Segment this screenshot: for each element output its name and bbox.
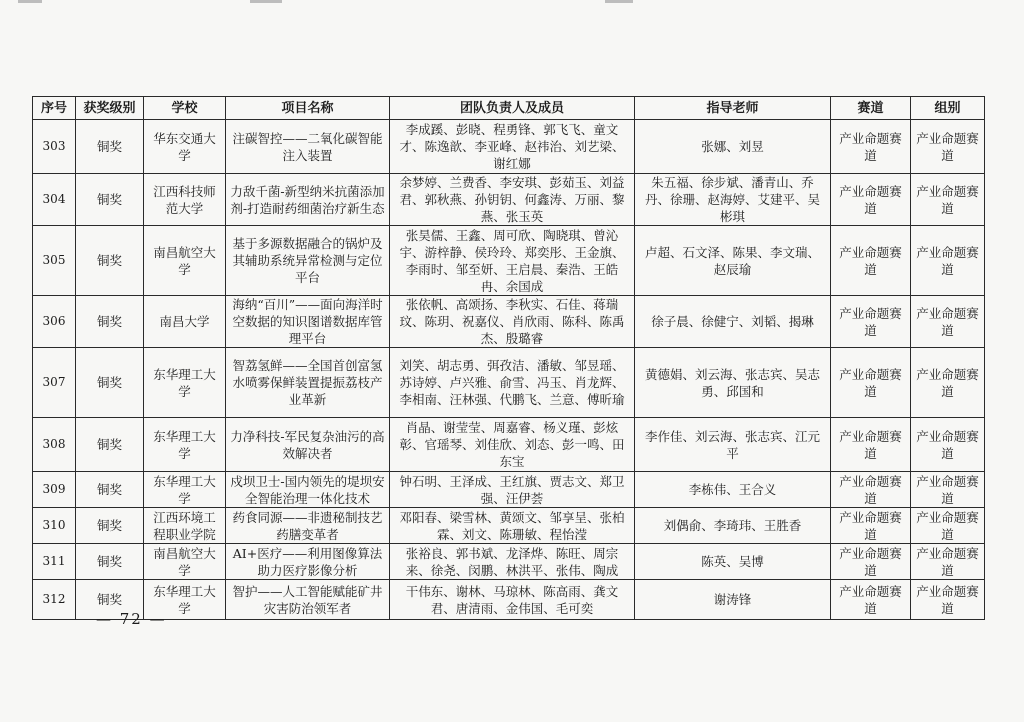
table-header-row	[33, 97, 985, 120]
cell-school: 东华理工大学	[144, 472, 226, 508]
cell-level: 铜奖	[76, 472, 144, 508]
cell-group: 产业命题赛道	[911, 544, 985, 580]
cell-advisor: 刘偶俞、李琦玮、王胜香	[635, 508, 831, 544]
cell-project: 智护——人工智能赋能矿井灾害防治领军者	[226, 580, 390, 620]
cell-school: 华东交通大学	[144, 120, 226, 174]
header-track: 赛道	[831, 97, 911, 120]
cell-level: 铜奖	[76, 120, 144, 174]
cell-level: 铜奖	[76, 580, 144, 620]
cell-project: 海纳“百川”——面向海洋时空数据的知识图谱数据库管理平台	[226, 296, 390, 348]
header-seq: 序号	[33, 97, 76, 120]
cell-track: 产业命题赛道	[831, 418, 911, 472]
cell-track: 产业命题赛道	[831, 544, 911, 580]
cell-project: 药食同源——非遗秘制技艺药膳变革者	[226, 508, 390, 544]
cell-school: 南昌大学	[144, 296, 226, 348]
cell-advisor: 黄德娟、刘云海、张志宾、吴志勇、邱国和	[635, 348, 831, 418]
cell-team: 肖晶、谢莹莹、周嘉睿、杨义瑾、彭炫彰、官瑶琴、刘佳欣、刘态、彭一鸣、田东宝	[390, 418, 635, 472]
edge-mark	[250, 0, 282, 3]
cell-team: 张依帆、高颂扬、李秋实、石佳、蒋瑞玟、陈玥、祝嘉仪、肖欣雨、陈科、陈禹杰、殷璐睿	[390, 296, 635, 348]
cell-group: 产业命题赛道	[911, 120, 985, 174]
table-row	[33, 348, 985, 418]
cell-track: 产业命题赛道	[831, 472, 911, 508]
cell-advisor: 徐子晨、徐健宁、刘韬、揭琳	[635, 296, 831, 348]
cell-group: 产业命题赛道	[911, 508, 985, 544]
cell-level: 铜奖	[76, 174, 144, 226]
cell-school: 东华理工大学	[144, 580, 226, 620]
cell-level: 铜奖	[76, 296, 144, 348]
cell-group: 产业命题赛道	[911, 296, 985, 348]
cell-level: 铜奖	[76, 226, 144, 296]
cell-team: 余梦婷、兰费香、李安琪、彭茹玉、刘益君、郭秋燕、孙钥钥、何鑫涛、万丽、黎燕、张玉英	[390, 174, 635, 226]
cell-seq: 311	[33, 544, 76, 580]
cell-school: 东华理工大学	[144, 348, 226, 418]
cell-track: 产业命题赛道	[831, 508, 911, 544]
table-row	[33, 120, 985, 174]
cell-group: 产业命题赛道	[911, 348, 985, 418]
cell-school: 东华理工大学	[144, 418, 226, 472]
cell-seq: 307	[33, 348, 76, 418]
cell-level: 铜奖	[76, 544, 144, 580]
cell-seq: 303	[33, 120, 76, 174]
page-number: — 72 —	[96, 610, 167, 628]
cell-school: 江西科技师范大学	[144, 174, 226, 226]
table-row	[33, 418, 985, 472]
cell-seq: 305	[33, 226, 76, 296]
awards-table	[32, 96, 985, 620]
header-advisor: 指导老师	[635, 97, 831, 120]
cell-team: 干伟东、谢林、马琼林、陈高雨、龚文君、唐清雨、金伟国、毛可奕	[390, 580, 635, 620]
cell-team: 邓阳春、梁雪林、黄颂文、邹享呈、张柏霖、刘文、陈珊敏、程怡滢	[390, 508, 635, 544]
cell-team: 钟石明、王泽成、王红旗、贾志文、郑卫强、汪伊荟	[390, 472, 635, 508]
cell-track: 产业命题赛道	[831, 296, 911, 348]
cell-advisor: 李作佳、刘云海、张志宾、江元平	[635, 418, 831, 472]
cell-track: 产业命题赛道	[831, 580, 911, 620]
cell-advisor: 卢超、石文泽、陈果、李文瑞、赵辰瑜	[635, 226, 831, 296]
cell-group: 产业命题赛道	[911, 472, 985, 508]
cell-group: 产业命题赛道	[911, 580, 985, 620]
table-row	[33, 226, 985, 296]
cell-advisor: 李栋伟、王合义	[635, 472, 831, 508]
page-top-edge	[0, 0, 1024, 8]
cell-advisor: 朱五福、徐步斌、潘青山、乔丹、徐珊、赵海婷、艾建平、吴彬琪	[635, 174, 831, 226]
cell-seq: 310	[33, 508, 76, 544]
cell-seq: 306	[33, 296, 76, 348]
cell-project: 基于多源数据融合的锅炉及其辅助系统异常检测与定位平台	[226, 226, 390, 296]
cell-track: 产业命题赛道	[831, 348, 911, 418]
cell-group: 产业命题赛道	[911, 226, 985, 296]
cell-level: 铜奖	[76, 418, 144, 472]
cell-team: 李成蹊、彭晓、程勇锋、郭飞飞、童文才、陈逸歆、李亚峰、赵祎治、刘艺梁、谢红娜	[390, 120, 635, 174]
cell-project: 力净科技-军民复杂油污的高效解决者	[226, 418, 390, 472]
cell-school: 南昌航空大学	[144, 544, 226, 580]
header-team: 团队负责人及成员	[390, 97, 635, 120]
cell-advisor: 陈英、吴博	[635, 544, 831, 580]
table-row	[33, 544, 985, 580]
table-row	[33, 508, 985, 544]
cell-project: 力敌千菌-新型纳米抗菌添加剂-打造耐药细菌治疗新生态	[226, 174, 390, 226]
cell-advisor: 谢涛锋	[635, 580, 831, 620]
cell-seq: 312	[33, 580, 76, 620]
cell-project: 戍坝卫士-国内领先的堤坝安全智能治理一体化技术	[226, 472, 390, 508]
cell-group: 产业命题赛道	[911, 418, 985, 472]
cell-school: 南昌航空大学	[144, 226, 226, 296]
cell-team: 张昊儒、王鑫、周可欣、陶晓琪、曾沁宇、游梓静、侯玲玲、郑奕彤、王金旗、李雨时、邹至妍、王启晨、秦浩、王皓冉、余国成	[390, 226, 635, 296]
cell-group: 产业命题赛道	[911, 174, 985, 226]
cell-project: 注碳智控——二氧化碳智能注入装置	[226, 120, 390, 174]
cell-school: 江西环境工程职业学院	[144, 508, 226, 544]
cell-track: 产业命题赛道	[831, 120, 911, 174]
cell-advisor: 张娜、刘昱	[635, 120, 831, 174]
cell-seq: 304	[33, 174, 76, 226]
cell-seq: 309	[33, 472, 76, 508]
cell-track: 产业命题赛道	[831, 226, 911, 296]
cell-level: 铜奖	[76, 348, 144, 418]
cell-project: AI+医疗——利用图像算法助力医疗影像分析	[226, 544, 390, 580]
edge-mark	[18, 0, 42, 3]
cell-team: 刘笑、胡志勇、弭孜洁、潘敏、邹昱瑶、苏诗婷、卢兴雅、俞雪、冯玉、肖龙辉、李相南、汪林强、代鹏飞、兰意、傅昕瑜	[390, 348, 635, 418]
cell-team: 张裕良、郭书斌、龙泽烨、陈旺、周宗来、徐尧、闵鹏、林洪平、张伟、陶成	[390, 544, 635, 580]
cell-level: 铜奖	[76, 508, 144, 544]
table-row	[33, 174, 985, 226]
table-row	[33, 296, 985, 348]
header-level: 获奖级别	[76, 97, 144, 120]
header-group: 组别	[911, 97, 985, 120]
table-row	[33, 472, 985, 508]
table-row	[33, 580, 985, 620]
header-school: 学校	[144, 97, 226, 120]
cell-track: 产业命题赛道	[831, 174, 911, 226]
header-project: 项目名称	[226, 97, 390, 120]
cell-project: 智荔氢鲜——全国首创富氢水喷雾保鲜装置提振荔枝产业革新	[226, 348, 390, 418]
edge-mark	[605, 0, 633, 3]
cell-seq: 308	[33, 418, 76, 472]
